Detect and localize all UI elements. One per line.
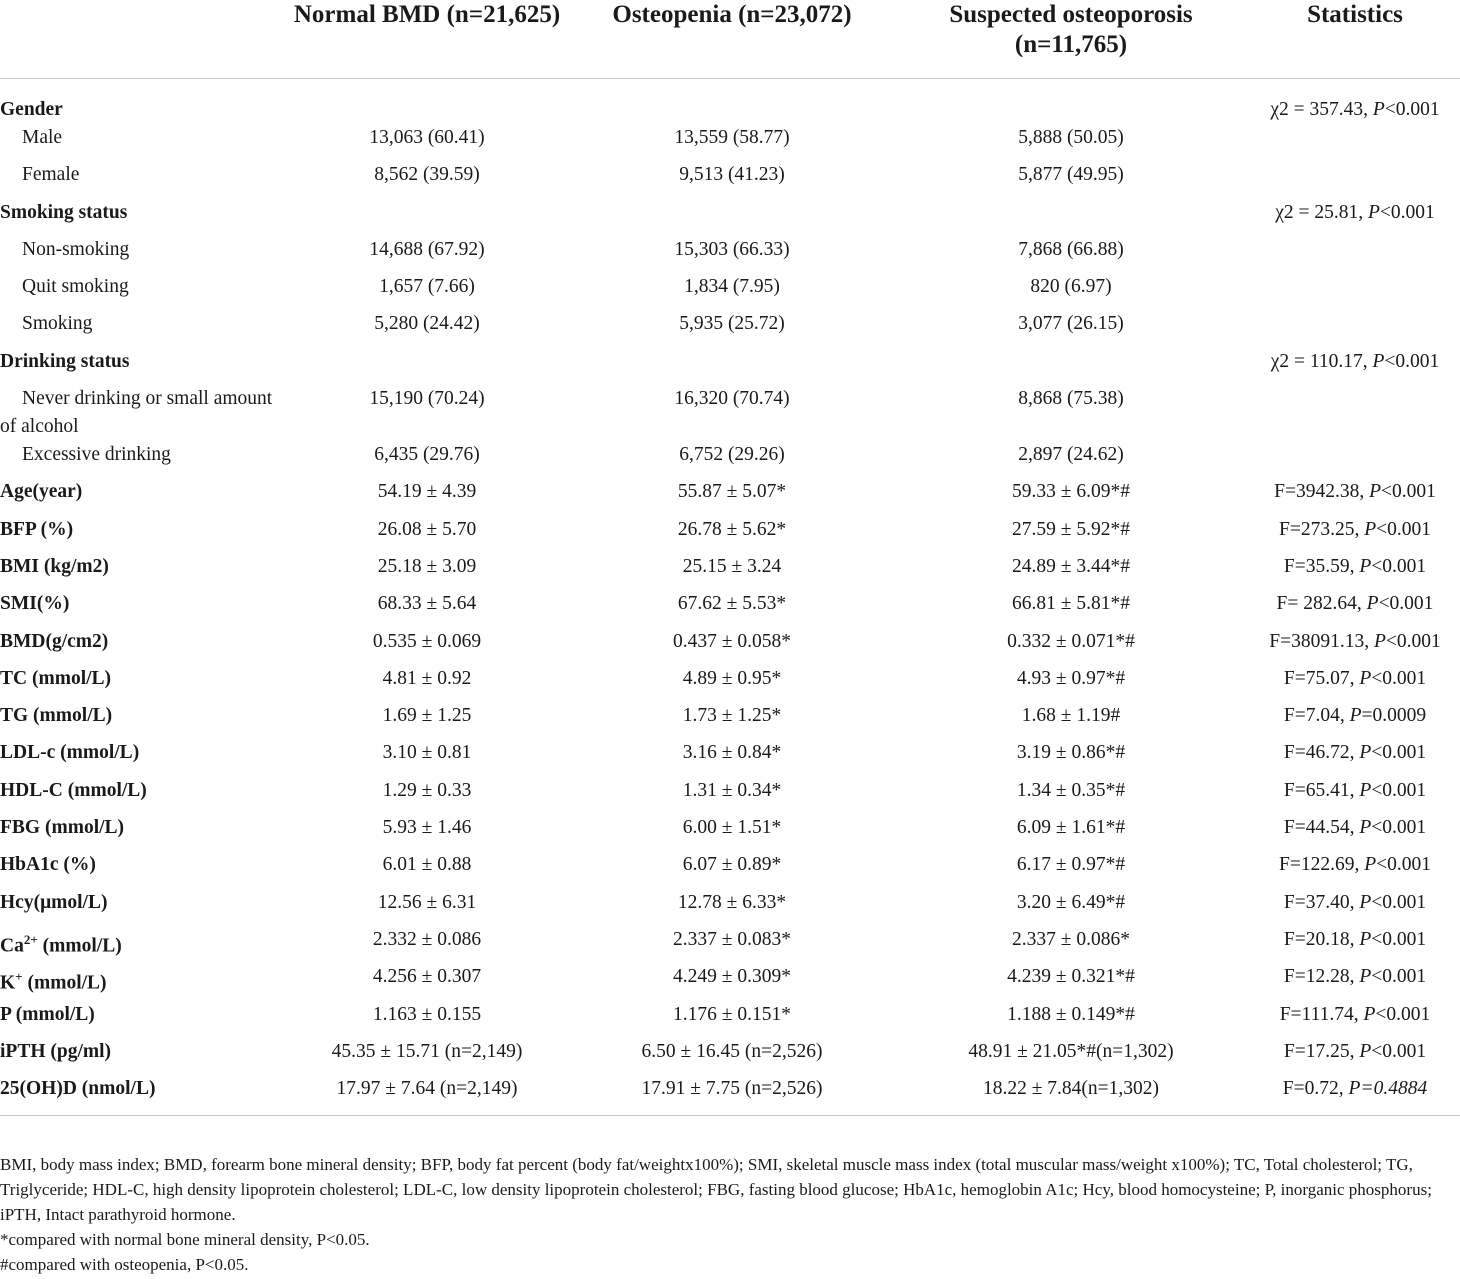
cell-osteopenia: 2.337 ± 0.083*: [673, 928, 791, 950]
footnote-star: *compared with normal bone mineral density, P<0.05.: [0, 1230, 370, 1249]
cell-osteopenia: [572, 199, 892, 236]
row-label: Gender: [0, 99, 63, 120]
table-row: [0, 1038, 1460, 1075]
cell-statistics: [1250, 441, 1460, 478]
cell-statistics: F=12.28, P<0.001: [1283, 966, 1427, 988]
cell-osteoporosis: 0.332 ± 0.071*#: [1007, 630, 1135, 652]
cell-statistics: F=273.25, P<0.001: [1278, 518, 1431, 540]
table-row: [0, 124, 1460, 161]
cell-statistics: F=122.69, P<0.001: [1278, 854, 1431, 876]
table-row: [0, 385, 1460, 441]
table-row: [0, 665, 1460, 702]
table-row: [0, 273, 1460, 310]
cell-normal: 5.93 ± 1.46: [382, 817, 472, 839]
row-label: TG (mmol/L): [0, 705, 113, 727]
row-label: Drinking status: [0, 350, 130, 372]
cell-osteopenia: [572, 79, 892, 125]
table-row: [0, 814, 1460, 851]
table-row: [0, 199, 1460, 236]
footnote-abbreviations: BMI, body mass index; BMD, forearm bone mineral density; BFP, body fat percent (body fat/weightx100%); SMI, skeletal muscle mass index (total muscular mass/weight x100%); TC, Total cholesterol; TG, Triglyceride; HDL-C, high density lipoprotein cholesterol; LDL-C, low density lipoprotein cholesterol; FBG, fasting blood glucose; HbA1c, hemoglobin A1c; Hcy, blood homocysteine; P, inorganic phosphorus; iPTH, Intact parathyroid hormone.: [0, 1155, 1432, 1224]
cell-normal: 25.18 ± 3.09: [377, 555, 477, 577]
cell-osteopenia: 1.31 ± 0.34*: [682, 779, 782, 801]
row-label: HbA1c (%): [0, 854, 96, 876]
cell-statistics: F=3942.38, P<0.001: [1274, 481, 1436, 503]
cell-osteopenia: 4.89 ± 0.95*: [682, 667, 782, 689]
cell-osteoporosis: 3,077 (26.15): [1018, 313, 1124, 335]
cell-osteopenia: 1.73 ± 1.25*: [682, 705, 782, 727]
cell-normal: 45.35 ± 15.71 (n=2,149): [331, 1040, 523, 1062]
table-row: [0, 516, 1460, 553]
cell-statistics: [1250, 310, 1460, 347]
row-label: Age(year): [0, 481, 83, 503]
row-label: Smoking: [22, 313, 93, 335]
cell-statistics: F=46.72, P<0.001: [1283, 742, 1427, 764]
table-row: [0, 161, 1460, 198]
cell-normal: 6,435 (29.76): [374, 444, 480, 466]
table-row: [0, 851, 1460, 888]
cell-osteopenia: 12.78 ± 6.33*: [677, 891, 787, 913]
cell-statistics: χ2 = 25.81, P<0.001: [1275, 201, 1435, 223]
table-row: [0, 478, 1460, 515]
cell-statistics: F=35.59, P<0.001: [1283, 555, 1427, 577]
cell-normal: 14,688 (67.92): [369, 238, 485, 260]
cell-statistics: F=37.40, P<0.001: [1283, 891, 1427, 913]
row-label: LDL-c (mmol/L): [0, 742, 140, 764]
cell-osteoporosis: 4.239 ± 0.321*#: [1007, 966, 1135, 988]
row-label: $Ca^{2+}$ (mmol/L): [0, 931, 122, 957]
cell-statistics: [1250, 273, 1460, 310]
row-label: SMI(%): [0, 593, 70, 615]
cell-normal: 15,190 (70.24): [369, 388, 485, 410]
cell-osteopenia: 67.62 ± 5.53*: [677, 593, 787, 615]
cell-normal: 4.81 ± 0.92: [382, 667, 472, 689]
table-row: [0, 441, 1460, 478]
cell-osteopenia: 16,320 (70.74): [674, 388, 790, 410]
row-label: BFP (%): [0, 518, 74, 540]
header-label: [0, 0, 282, 79]
table-row: [0, 79, 1460, 125]
footnote-hash: #compared with osteopenia, P<0.05.: [0, 1255, 249, 1274]
header-row: [0, 0, 1460, 79]
cell-osteopenia: 9,513 (41.23): [679, 164, 785, 186]
cell-statistics: F=111.74, P<0.001: [1279, 1003, 1431, 1025]
cell-osteoporosis: 59.33 ± 6.09*#: [1012, 481, 1130, 503]
cell-osteoporosis: 27.59 ± 5.92*#: [1012, 518, 1130, 540]
table-row: [0, 702, 1460, 739]
table-row: [0, 739, 1460, 776]
cell-osteoporosis: 1.34 ± 0.35*#: [1016, 779, 1126, 801]
cell-osteopenia: 1,834 (7.95): [684, 276, 780, 298]
cell-osteoporosis: 2.337 ± 0.086*: [1012, 928, 1130, 950]
cell-osteoporosis: 2,897 (24.62): [1018, 444, 1124, 466]
cell-statistics: F=65.41, P<0.001: [1283, 779, 1427, 801]
cell-statistics: F=0.72, P=0.4884: [1282, 1078, 1428, 1100]
row-label: TC (mmol/L): [0, 667, 112, 689]
cell-osteoporosis: [892, 79, 1250, 125]
cell-osteopenia: 17.91 ± 7.75 (n=2,526): [641, 1078, 823, 1100]
cell-osteopenia: 6.07 ± 0.89*: [682, 854, 782, 876]
cell-normal: 1.69 ± 1.25: [382, 705, 472, 727]
cell-normal: 1,657 (7.66): [379, 276, 475, 298]
cell-statistics: F=20.18, P<0.001: [1283, 928, 1427, 950]
cell-osteoporosis: 8,868 (75.38): [1018, 388, 1124, 410]
cell-statistics: [1250, 124, 1460, 161]
cell-osteoporosis: 5,877 (49.95): [1018, 164, 1124, 186]
cell-osteoporosis: 66.81 ± 5.81*#: [1012, 593, 1130, 615]
cell-osteopenia: 6,752 (29.26): [679, 444, 785, 466]
cell-osteopenia: [572, 348, 892, 385]
cell-statistics: χ2 = 110.17, P<0.001: [1270, 350, 1440, 372]
cell-statistics: F=7.04, P=0.0009: [1283, 705, 1427, 727]
row-label: FBG (mmol/L): [0, 817, 125, 839]
cell-normal: 17.97 ± 7.64 (n=2,149): [336, 1078, 518, 1100]
cell-osteoporosis: [892, 348, 1250, 385]
table-row: [0, 926, 1460, 963]
cell-osteopenia: 25.15 ± 3.24: [682, 555, 782, 577]
table-row: [0, 628, 1460, 665]
table-row: [0, 553, 1460, 590]
table-row: [0, 889, 1460, 926]
row-label: P (mmol/L): [0, 1003, 95, 1025]
header-osteopenia: Osteopenia (n=23,072): [572, 0, 892, 79]
cell-osteopenia: 5,935 (25.72): [679, 313, 785, 335]
table-row: [0, 1075, 1460, 1116]
cell-normal: [282, 199, 572, 236]
cell-statistics: F= 282.64, P<0.001: [1276, 593, 1434, 615]
cell-normal: 54.19 ± 4.39: [377, 481, 477, 503]
row-label: iPTH (pg/ml): [0, 1040, 112, 1062]
table-row: [0, 777, 1460, 814]
table-body: [0, 79, 1460, 1116]
cell-osteopenia: 0.437 ± 0.058*: [673, 630, 791, 652]
cell-normal: 5,280 (24.42): [374, 313, 480, 335]
row-label: Smoking status: [0, 201, 128, 223]
cell-normal: [282, 348, 572, 385]
cell-normal: 0.535 ± 0.069: [372, 630, 482, 652]
cell-normal: 12.56 ± 6.31: [377, 891, 477, 913]
cell-normal: 2.332 ± 0.086: [372, 928, 482, 950]
cell-statistics: [1250, 236, 1460, 273]
cell-normal: 6.01 ± 0.88: [382, 854, 472, 876]
table-row: [0, 590, 1460, 627]
cell-osteopenia: 3.16 ± 0.84*: [682, 742, 782, 764]
cell-normal: 68.33 ± 5.64: [377, 593, 477, 615]
cell-normal: [282, 79, 572, 125]
cell-statistics: [1250, 385, 1460, 441]
row-label: BMD(g/cm2): [0, 630, 109, 652]
row-label: 25(OH)D (nmol/L): [0, 1078, 156, 1100]
cell-osteopenia: 26.78 ± 5.62*: [677, 518, 787, 540]
header-suspected-osteoporosis: Suspected osteoporosis (n=11,765): [892, 0, 1250, 79]
row-label: Non-smoking: [22, 238, 130, 260]
table-row: [0, 236, 1460, 273]
cell-osteoporosis: 1.188 ± 0.149*#: [1007, 1003, 1135, 1025]
cell-osteoporosis: 24.89 ± 3.44*#: [1012, 555, 1130, 577]
cell-osteoporosis: 820 (6.97): [1030, 276, 1112, 298]
row-label: HDL-C (mmol/L): [0, 779, 147, 801]
cell-statistics: F=75.07, P<0.001: [1283, 667, 1427, 689]
cell-osteoporosis: 6.09 ± 1.61*#: [1016, 817, 1126, 839]
header-statistics: Statistics: [1250, 0, 1460, 79]
cell-osteopenia: 15,303 (66.33): [674, 238, 790, 260]
cell-osteoporosis: 48.91 ± 21.05*#(n=1,302): [968, 1040, 1174, 1062]
cell-statistics: F=38091.13, P<0.001: [1269, 630, 1441, 652]
cell-osteoporosis: 3.19 ± 0.86*#: [1016, 742, 1126, 764]
cell-statistics: χ2 = 357.43, P<0.001: [1270, 99, 1440, 120]
cell-osteoporosis: 3.20 ± 6.49*#: [1016, 891, 1126, 913]
row-label: Quit smoking: [22, 276, 129, 298]
table-row: [0, 963, 1460, 1000]
cell-osteoporosis: 7,868 (66.88): [1018, 238, 1124, 260]
cell-osteoporosis: [892, 199, 1250, 236]
table-row: [0, 1001, 1460, 1038]
cell-normal: 1.163 ± 0.155: [372, 1003, 482, 1025]
cell-osteoporosis: 1.68 ± 1.19#: [1021, 705, 1121, 727]
cell-normal: 8,562 (39.59): [374, 164, 480, 186]
cell-osteopenia: 6.00 ± 1.51*: [682, 817, 782, 839]
table-row: [0, 310, 1460, 347]
cell-osteoporosis: 6.17 ± 0.97*#: [1016, 854, 1126, 876]
row-label: Never drinking or small amount of alcohol: [0, 388, 273, 438]
cell-osteopenia: 55.87 ± 5.07*: [677, 481, 787, 503]
cell-normal: 4.256 ± 0.307: [372, 966, 482, 988]
cell-normal: 13,063 (60.41): [369, 127, 485, 148]
row-label: BMI (kg/m2): [0, 555, 109, 577]
table-row: [0, 348, 1460, 385]
cell-osteopenia: 13,559 (58.77): [674, 127, 790, 148]
cell-normal: 26.08 ± 5.70: [377, 518, 477, 540]
cell-normal: 1.29 ± 0.33: [382, 779, 472, 801]
row-label: Female: [22, 164, 80, 186]
cell-statistics: F=44.54, P<0.001: [1283, 817, 1427, 839]
table-footnotes: [0, 1152, 1458, 1277]
cell-statistics: [1250, 161, 1460, 198]
cell-osteoporosis: 5,888 (50.05): [1018, 127, 1124, 148]
cell-osteopenia: 6.50 ± 16.45 (n=2,526): [641, 1040, 823, 1062]
cell-normal: 3.10 ± 0.81: [382, 742, 472, 764]
row-label: Male: [22, 127, 63, 148]
header-normal-bmd: Normal BMD (n=21,625): [282, 0, 572, 79]
row-label: Excessive drinking: [22, 444, 171, 466]
row-label: K+ (mmol/L): [0, 969, 107, 994]
cell-osteoporosis: 4.93 ± 0.97*#: [1016, 667, 1126, 689]
cell-osteopenia: 1.176 ± 0.151*: [673, 1003, 791, 1025]
row-label: Hcy(μmol/L): [0, 891, 108, 913]
cell-osteoporosis: 18.22 ± 7.84(n=1,302): [982, 1078, 1160, 1100]
cell-statistics: F=17.25, P<0.001: [1283, 1040, 1427, 1062]
cell-osteopenia: 4.249 ± 0.309*: [673, 966, 791, 988]
